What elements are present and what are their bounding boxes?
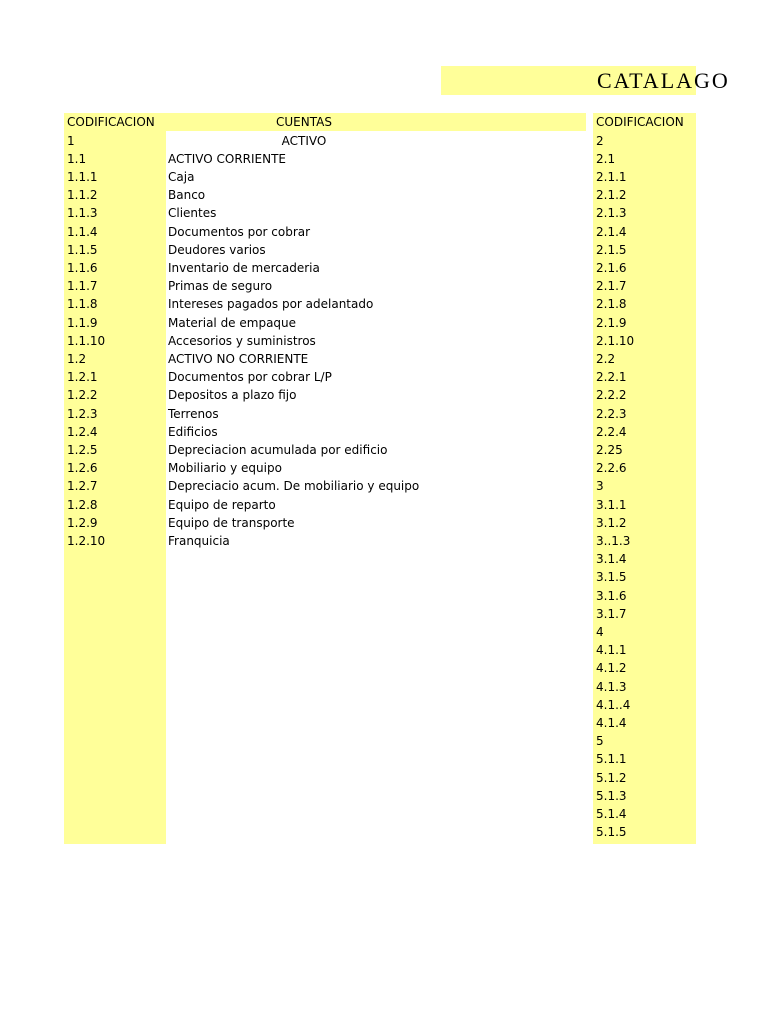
account-code-cell[interactable]: 1.1.4	[67, 224, 98, 239]
account-code-cell[interactable]: 5.1.1	[596, 752, 627, 767]
account-code-cell[interactable]: 2.25	[596, 442, 623, 457]
account-name-cell[interactable]: Banco	[168, 188, 206, 203]
account-name-cell[interactable]: Mobiliario y equipo	[168, 461, 282, 476]
account-name-cell[interactable]: Terrenos	[168, 406, 219, 421]
account-name-cell[interactable]: Equipo de transporte	[168, 515, 295, 530]
account-code-cell[interactable]: 4	[596, 624, 604, 639]
account-code-cell[interactable]: 5.1.3	[596, 788, 627, 803]
account-code-cell[interactable]: 4.1..4	[596, 697, 631, 712]
account-code-cell[interactable]: 1.2.5	[67, 442, 98, 457]
account-name-cell[interactable]: Accesorios y suministros	[168, 333, 316, 348]
account-name-cell[interactable]: Depreciacio acum. De mobiliario y equipo	[168, 479, 420, 494]
account-code-cell[interactable]: 2.1	[596, 151, 616, 166]
sheet-title: CATALAGO	[597, 68, 730, 93]
account-code-cell[interactable]: 2.2.4	[596, 424, 627, 439]
account-code-cell[interactable]: 2.1.5	[596, 242, 627, 257]
account-code-cell[interactable]: 2.1.2	[596, 188, 627, 203]
right-code-header[interactable]: CODIFICACION	[596, 115, 684, 129]
account-code-cell[interactable]: 1.2.4	[67, 424, 98, 439]
account-code-cell[interactable]: 1.2.8	[67, 497, 98, 512]
account-name-cell[interactable]: Depreciacion acumulada por edificio	[168, 442, 388, 457]
account-code-cell[interactable]: 1.1.10	[67, 333, 106, 348]
account-code-cell[interactable]: 1.2.6	[67, 461, 98, 476]
account-code-cell[interactable]: 2.1.7	[596, 279, 627, 294]
account-code-cell[interactable]: 3.1.1	[596, 497, 627, 512]
account-name-cell[interactable]: ACTIVO CORRIENTE	[168, 151, 287, 166]
account-name-cell[interactable]: Franquicia	[168, 533, 230, 548]
account-code-cell[interactable]: 2.2.2	[596, 388, 627, 403]
account-code-cell[interactable]: 1.1.5	[67, 242, 98, 257]
account-code-cell[interactable]: 5.1.4	[596, 806, 627, 821]
account-code-cell[interactable]: 4.1.4	[596, 715, 627, 730]
account-code-cell[interactable]: 1	[67, 133, 75, 148]
account-name-cell[interactable]: ACTIVO NO CORRIENTE	[168, 351, 309, 366]
account-code-cell[interactable]: 2.2.1	[596, 370, 627, 385]
account-code-cell[interactable]: 1.2.10	[67, 533, 106, 548]
account-code-cell[interactable]: 4.1.1	[596, 643, 627, 658]
account-code-cell[interactable]: 1.2.7	[67, 479, 98, 494]
account-name-cell[interactable]: Intereses pagados por adelantado	[168, 297, 374, 312]
account-name-cell[interactable]: Clientes	[168, 206, 217, 221]
account-code-cell[interactable]: 1.1.2	[67, 188, 98, 203]
left-code-header[interactable]: CODIFICACION	[67, 115, 155, 129]
account-code-cell[interactable]: 1.1.3	[67, 206, 98, 221]
account-code-cell[interactable]: 1.2.1	[67, 370, 98, 385]
account-name-cell[interactable]: Primas de seguro	[168, 279, 273, 294]
account-code-cell[interactable]: 1.1.6	[67, 260, 98, 275]
account-code-cell[interactable]: 2.1.8	[596, 297, 627, 312]
account-code-cell[interactable]: 2.1.1	[596, 169, 627, 184]
account-code-cell[interactable]: 2.1.6	[596, 260, 627, 275]
account-code-cell[interactable]: 2.1.4	[596, 224, 627, 239]
account-code-cell[interactable]: 2.1.10	[596, 333, 635, 348]
account-name-cell[interactable]: Inventario de mercaderia	[168, 260, 320, 275]
account-code-cell[interactable]: 1.2.2	[67, 388, 98, 403]
account-code-cell[interactable]: 5.1.5	[596, 825, 627, 840]
account-name-cell[interactable]: Caja	[168, 169, 195, 184]
account-code-cell[interactable]: 3.1.4	[596, 552, 627, 567]
title-band	[441, 66, 730, 95]
account-name-cell[interactable]: Edificios	[168, 424, 218, 439]
account-code-cell[interactable]: 3	[596, 479, 604, 494]
account-code-cell[interactable]: 3.1.7	[596, 606, 627, 621]
account-code-cell[interactable]: 5	[596, 734, 604, 749]
account-code-cell[interactable]: 1.1.8	[67, 297, 98, 312]
account-code-cell[interactable]: 2.2.3	[596, 406, 627, 421]
account-code-cell[interactable]: 1.1.9	[67, 315, 98, 330]
account-code-cell[interactable]: 2.2.6	[596, 461, 627, 476]
account-name-cell[interactable]: ACTIVO	[281, 133, 327, 148]
account-code-cell[interactable]: 3.1.2	[596, 515, 627, 530]
account-code-cell[interactable]: 2	[596, 133, 604, 148]
account-code-cell[interactable]: 3.1.6	[596, 588, 627, 603]
account-name-cell[interactable]: Depositos a plazo fijo	[168, 388, 297, 403]
account-code-cell[interactable]: 1.1	[67, 151, 87, 166]
account-code-cell[interactable]: 4.1.3	[596, 679, 627, 694]
account-code-cell[interactable]: 2.1.3	[596, 206, 627, 221]
account-code-cell[interactable]: 1.1.7	[67, 279, 98, 294]
account-name-cell[interactable]: Equipo de reparto	[168, 497, 276, 512]
account-name-cell[interactable]: Documentos por cobrar	[168, 224, 311, 239]
account-code-cell[interactable]: 1.2.3	[67, 406, 98, 421]
account-code-cell[interactable]: 2.2	[596, 351, 616, 366]
account-code-cell[interactable]: 3..1.3	[596, 533, 631, 548]
account-code-cell[interactable]: 5.1.2	[596, 770, 627, 785]
account-code-cell[interactable]: 1.2	[67, 351, 87, 366]
account-code-cell[interactable]: 2.1.9	[596, 315, 627, 330]
account-name-cell[interactable]: Documentos por cobrar L/P	[168, 370, 332, 385]
account-code-cell[interactable]: 3.1.5	[596, 570, 627, 585]
account-code-cell[interactable]: 1.1.1	[67, 169, 98, 184]
cuentas-header[interactable]: CUENTAS	[276, 115, 332, 129]
account-code-cell[interactable]: 1.2.9	[67, 515, 98, 530]
account-name-cell[interactable]: Deudores varios	[168, 242, 266, 257]
account-name-cell[interactable]: Material de empaque	[168, 315, 297, 330]
account-code-cell[interactable]: 4.1.2	[596, 661, 627, 676]
